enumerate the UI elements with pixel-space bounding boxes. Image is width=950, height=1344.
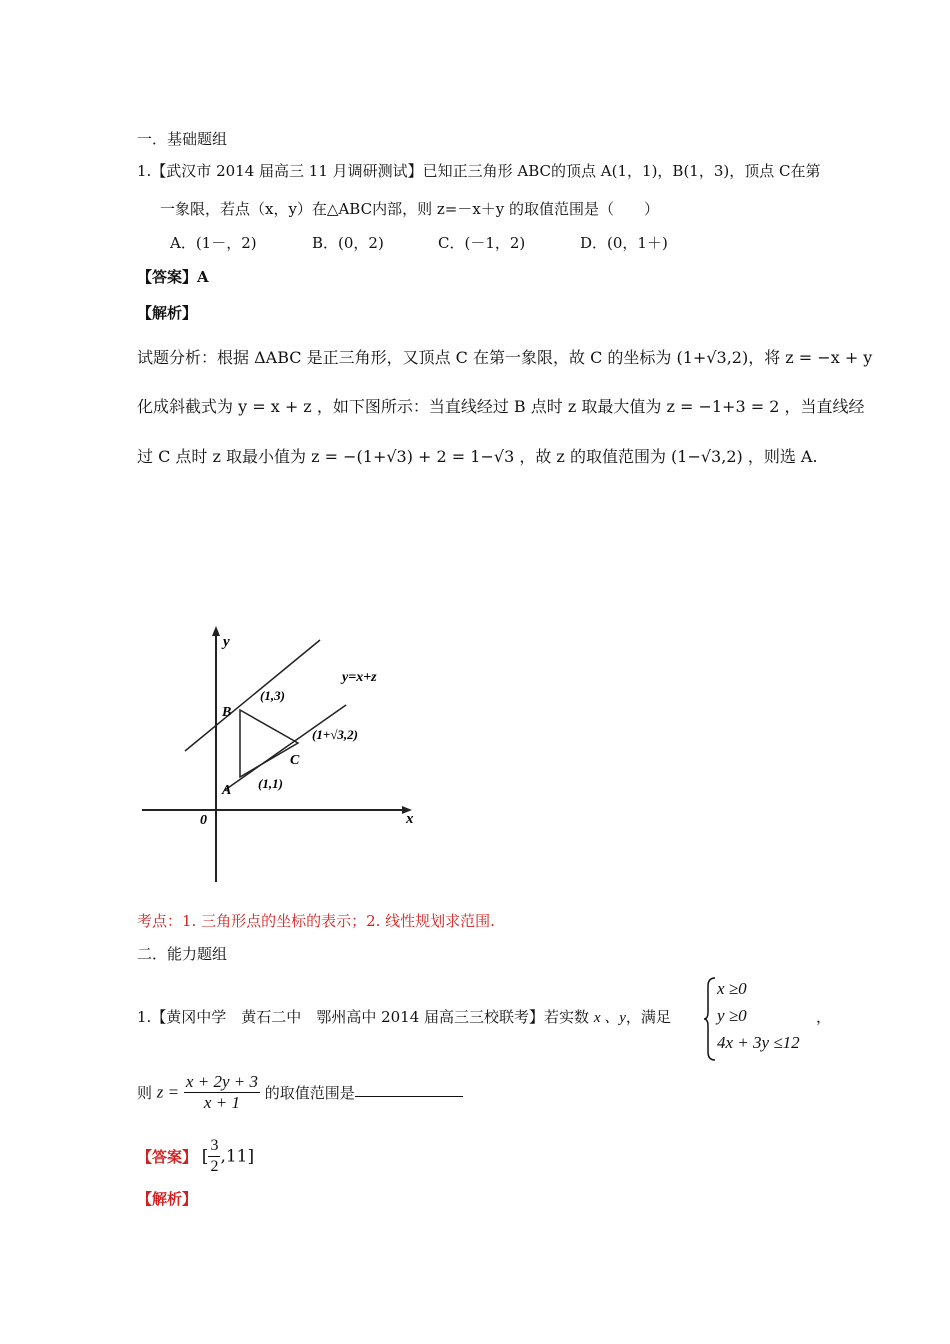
point-a-label: A	[222, 783, 232, 798]
fraction-numerator: x + 2y + 3	[185, 1072, 258, 1091]
answer-label-2: 【答案】	[137, 1148, 198, 1166]
point-c-label: C	[290, 753, 300, 768]
y-axis-label: y	[223, 634, 230, 650]
origin-label: 0	[200, 813, 207, 828]
answer-fraction	[208, 1136, 220, 1177]
then-text: 则	[137, 1084, 153, 1102]
z-equals: z =	[156, 1082, 180, 1102]
answer-numerator: 3	[208, 1136, 220, 1157]
answer-open-bracket: [	[201, 1146, 209, 1167]
question-2-prefix: 1.【黄冈中学 黄石二中 鄂州高中 2014 届高三三校联考】若实数	[137, 1008, 590, 1026]
answer-close: ,11]	[220, 1146, 255, 1167]
answer-denominator: 2	[210, 1158, 219, 1175]
y-axis-arrow	[212, 626, 220, 636]
option-a: A．(1－，2)	[170, 234, 257, 252]
line-through-b	[185, 640, 320, 751]
answer-blank	[355, 1082, 463, 1097]
analysis-label: 【解析】	[137, 304, 198, 322]
constraint-y: y ≥0	[717, 1006, 747, 1025]
answer-row-2	[137, 1136, 254, 1177]
kaodian-note: 考点：1. 三角形点的坐标的表示；2. 线性规划求范围.	[137, 912, 495, 930]
analysis-line-3: 过 C 点时 z 取最小值为 z = −(1+√3) + 2 = 1−√3 ，故 z 的取值范围为 (1−√3,2) ，则选 A.	[137, 447, 818, 466]
section-heading-ability: 二．能力题组	[137, 945, 228, 963]
line-through-c	[225, 705, 346, 790]
coordinate-figure	[130, 620, 430, 885]
option-b: B．(0，2)	[312, 234, 384, 252]
line-label: y=x+z	[342, 670, 377, 685]
range-text: 的取值范围是	[264, 1084, 355, 1102]
point-c-coord: (1+√3,2)	[312, 727, 358, 742]
system-brace	[703, 976, 717, 1062]
z-fraction	[184, 1072, 260, 1113]
analysis-line-1: 试题分析：根据 ΔABC 是正三角形，又顶点 C 在第一象限，故 C 的坐标为 (1+√3,2)，将 z = −x + y	[137, 348, 873, 367]
answer-label: 【答案】	[137, 268, 198, 286]
question-2-suffix: ，满足	[625, 1008, 671, 1026]
constraint-x: x ≥0	[717, 979, 747, 998]
answer-value: A	[197, 268, 209, 286]
x-axis-label: x	[406, 811, 414, 827]
question-2-vars: x 、y	[593, 1010, 626, 1026]
constraint-system	[717, 975, 800, 1056]
option-d: D．(0，1＋)	[580, 234, 668, 252]
question-1-line-2: 一象限，若点（x，y）在△ABC内部，则 z=－x＋y 的取值范围是（ ）	[160, 200, 660, 218]
analysis-line-2: 化成斜截式为 y = x + z ，如下图所示：当直线经过 B 点时 z 取最大值为 z = −1+3 = 2 ，当直线经	[137, 397, 865, 416]
question-2-line-1	[137, 1006, 671, 1027]
constraint-sum: 4x + 3y ≤12	[717, 1033, 800, 1052]
fraction-denominator: x + 1	[203, 1093, 240, 1112]
question-1-line-1: 1.【武汉市 2014 届高三 11 月调研测试】已知正三角形 ABC的顶点 A(1，1)，B(1，3)，顶点 C在第	[137, 162, 821, 180]
option-c: C．(－1，2)	[438, 234, 526, 252]
point-b-coord: (1,3)	[260, 688, 285, 703]
question-2-line-2	[137, 1072, 463, 1113]
section-heading-basic: 一．基础题组	[137, 130, 228, 148]
point-b-label: B	[222, 705, 232, 720]
point-a-coord: (1,1)	[258, 776, 283, 791]
analysis-label-2: 【解析】	[137, 1190, 198, 1208]
answer-row	[137, 266, 209, 287]
system-comma: ，	[816, 1008, 832, 1026]
